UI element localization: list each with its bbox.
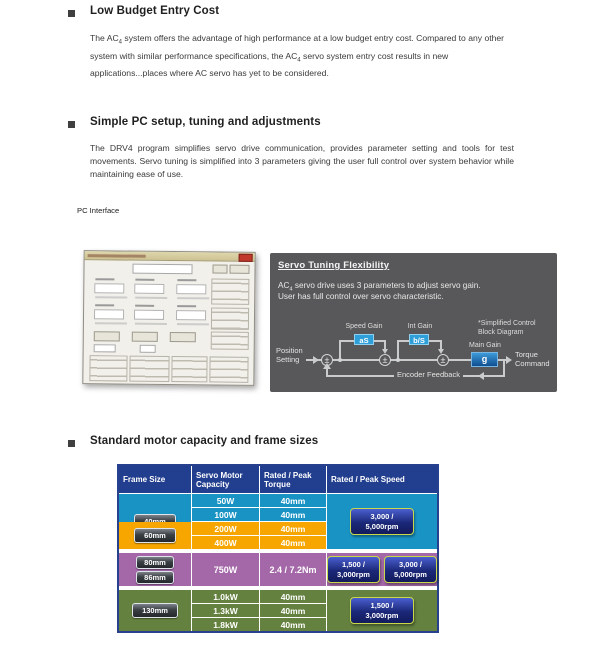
speed-badge: 1,500 / 3,000rpm — [327, 556, 380, 583]
sum-junction-icon: ± — [437, 354, 449, 366]
arrow-right-icon — [313, 356, 319, 364]
mock-field — [176, 310, 206, 320]
junction-dot-icon — [396, 358, 400, 362]
column-header-capacity: Servo Motor Capacity — [192, 466, 259, 493]
column-header-torque: Rated / Peak Torque — [260, 466, 326, 493]
close-icon — [239, 254, 253, 262]
section-body-pc-setup: The DRV4 program simplifies servo drive communication, provides parameter setting and tools for test movements. Servo tuning is simplified into 3 parameters giving the user full control over system behavior while maintaining ease of use. — [90, 143, 514, 179]
speed-badge: 3,000 / 5,000rpm — [384, 556, 437, 583]
capacity-cell: 200W — [192, 522, 259, 535]
frame-badge-60mm: 60mm — [134, 528, 176, 543]
frame-badge-130mm: 130mm — [132, 603, 178, 618]
torque-cell: 40mm — [260, 618, 326, 631]
capacity-cell: 400W — [192, 536, 259, 549]
arrow-up-icon — [323, 363, 331, 369]
column-header-speed: Rated / Peak Speed — [327, 466, 437, 493]
diagram-line — [339, 340, 355, 342]
mock-radio-group — [211, 278, 249, 304]
diagram-line — [503, 361, 505, 376]
mock-button — [94, 331, 120, 341]
capacity-cell: 50W — [192, 494, 259, 507]
junction-dot-icon — [338, 358, 342, 362]
mock-button — [212, 264, 227, 273]
panel-note — [478, 320, 536, 337]
frame-badge-86mm: 86mm — [136, 571, 174, 584]
pc-interface-label: PC Interface — [77, 206, 120, 215]
speed-badge: 3,000 / 5,000rpm — [350, 508, 414, 535]
panel-desc-line2: User has full control over servo characteristic. — [278, 292, 444, 301]
torque-cell: 40mm — [260, 604, 326, 617]
capacity-cell: 750W — [192, 553, 259, 586]
mock-field — [94, 309, 124, 319]
panel-note-line2: Block Diagram — [478, 328, 524, 336]
section-heading-pc-setup: Simple PC setup, tuning and adjustments — [90, 116, 321, 128]
mock-button — [132, 332, 158, 342]
torque-cell: 2.4 / 7.2Nm — [260, 553, 326, 586]
speed-badge: 1,500 / 3,000rpm — [350, 597, 414, 624]
main-gain-box: g — [471, 352, 498, 367]
sum-junction-icon: ± — [379, 354, 391, 366]
mock-option-group — [211, 331, 249, 349]
servo-tuning-panel — [270, 253, 557, 392]
mock-field — [134, 284, 164, 294]
mock-text-field — [132, 264, 192, 275]
pc-app-screenshot — [82, 250, 255, 386]
window-titlebar — [85, 251, 255, 262]
int-gain-box: b/S — [409, 334, 429, 345]
torque-cell: 40mm — [260, 522, 326, 535]
mock-radio-group — [211, 307, 249, 329]
sum-junction-icon: ± — [321, 354, 333, 366]
mock-button — [229, 265, 249, 274]
column-header-frame-size: Frame Size — [119, 466, 191, 493]
torque-cell: 40mm — [260, 590, 326, 603]
int-gain-label: Int Gain — [407, 323, 433, 330]
diagram-input-label: Position Setting — [276, 346, 303, 364]
mock-groupbox — [171, 356, 207, 382]
speed-cell-upper — [327, 494, 437, 549]
mock-groupbox — [209, 356, 248, 382]
bullet-square-icon — [68, 440, 75, 447]
mock-button — [170, 332, 196, 342]
mock-groupbox — [129, 356, 169, 382]
main-gain-label: Main Gain — [469, 342, 501, 349]
torque-cell: 40mm — [260, 536, 326, 549]
capacity-cell: 100W — [192, 508, 259, 521]
torque-cell: 40mm — [260, 494, 326, 507]
frame-cell-80-86mm — [119, 553, 191, 586]
speed-cell-purple — [327, 553, 437, 586]
diagram-output-label: Torque Command — [515, 350, 550, 368]
frame-badge-80mm: 80mm — [136, 556, 174, 569]
diagram-line — [339, 341, 341, 359]
panel-title: Servo Tuning Flexibility — [278, 260, 390, 271]
panel-desc-line1: $AC_4$ servo drive uses 3 parameters to adjust servo gain. — [278, 281, 481, 293]
arrow-right-icon — [506, 356, 512, 364]
capacity-cell: 1.3kW — [192, 604, 259, 617]
mock-text-field — [94, 344, 116, 352]
speed-gain-box: aS — [354, 334, 374, 345]
window-title-text — [88, 254, 146, 258]
motor-capacity-table — [117, 464, 439, 633]
mock-groupbox — [89, 355, 127, 381]
panel-note-line1: *Simplified Control — [478, 320, 536, 327]
mock-text-field — [140, 345, 156, 353]
frame-cell-60mm — [119, 522, 191, 549]
bullet-square-icon — [68, 10, 75, 17]
section-body-low-budget: The $AC_4$ system offers the advantage of high performance at a low budget entry cost. Compared to any other system with similar performance specifications, the $AC_4$ servo system entry cost results in new applications...places where AC servo has yet to be considered. — [90, 33, 505, 79]
arrow-down-icon — [438, 349, 444, 354]
arrow-left-icon — [478, 372, 484, 380]
encoder-feedback-label: Encoder Feedback — [394, 370, 463, 379]
speed-gain-label: Speed Gain — [345, 323, 383, 330]
mock-field — [176, 284, 206, 294]
mock-field — [94, 283, 124, 293]
speed-cell-green — [327, 590, 437, 631]
mock-field — [134, 310, 164, 320]
capacity-cell: 1.0kW — [192, 590, 259, 603]
section-heading-motor-capacity: Standard motor capacity and frame sizes — [90, 435, 319, 447]
section-heading-low-budget: Low Budget Entry Cost — [90, 5, 220, 17]
arrow-down-icon — [382, 349, 388, 354]
diagram-line — [397, 341, 399, 359]
torque-cell: 40mm — [260, 508, 326, 521]
capacity-cell: 1.8kW — [192, 618, 259, 631]
bullet-square-icon — [68, 121, 75, 128]
frame-cell-130mm — [119, 590, 191, 631]
